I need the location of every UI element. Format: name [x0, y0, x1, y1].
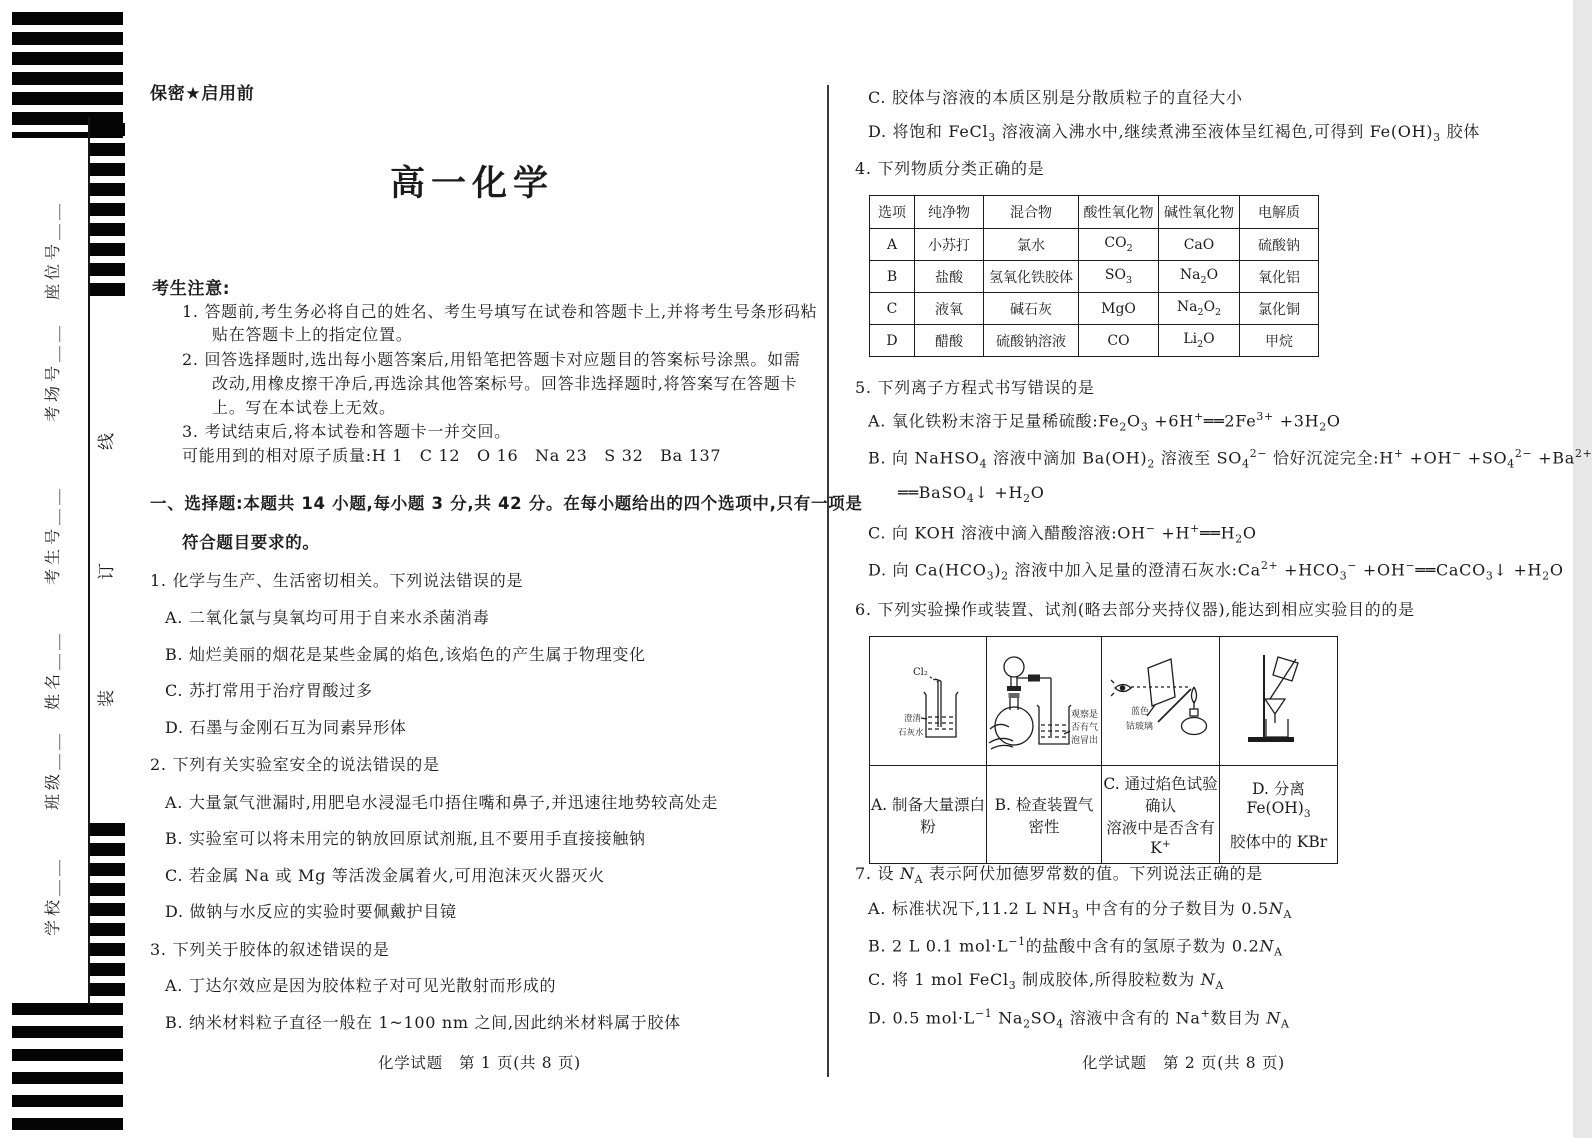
question-3-stem: 3. 下列关于胶体的叙述错误的是 — [150, 940, 390, 959]
funnel-icon — [1265, 699, 1285, 723]
table-header: 电解质 — [1240, 196, 1319, 229]
question-5-stem: 5. 下列离子方程式书写错误的是 — [855, 378, 1095, 397]
classification-table — [869, 195, 1319, 357]
question-4-stem: 4. 下列物质分类正确的是 — [855, 159, 1045, 178]
question-7-option-b: B. 2 L 0.1 $mol\cdot L^{-1}$的盐酸中含有的氢原子数为 $0.2N_A$ — [868, 935, 1283, 959]
question-7-stem: 7. 设 $N_A$ 表示阿伏加德罗常数的值。下列说法正确的是 — [855, 864, 1264, 887]
table-cell: $Li_2O$ — [1159, 325, 1240, 357]
flame-icon — [1192, 687, 1197, 703]
question-7-option-a: A. 标准状况下,11.2 L $NH_3$ 中含有的分子数目为 $0.5N_A$ — [868, 899, 1293, 922]
table-cell: 氯水 — [984, 229, 1079, 261]
class-field: 班级＿＿ — [43, 729, 62, 810]
table-cell: 液氧 — [915, 293, 984, 325]
table-cell: 甲烷 — [1240, 325, 1319, 357]
question-1-option-c: C. 苏打常用于治疗胃酸过多 — [165, 681, 373, 700]
table-header: 选项 — [870, 196, 915, 229]
question-3-option-d: D. 将饱和 FeCl$_3$ 溶液滴入沸水中,继续煮沸至液体呈红褐色,可得到 $Fe(OH)_3$ 胶体 — [868, 122, 1481, 145]
question-1-option-b: B. 灿烂美丽的烟花是某些金属的焰色,该焰色的产生属于物理变化 — [165, 645, 646, 664]
seal-char-line: 线 — [97, 433, 117, 450]
table-header: 混合物 — [984, 196, 1079, 229]
experiment-b-caption: B. 检查装置气密性 — [987, 766, 1102, 864]
cobalt-glass-label-1: 蓝色 — [1131, 707, 1150, 717]
section-heading: 一、选择题:本题共 14 小题,每小题 3 分,共 42 分。在每小题给出的四个选项中,只有一项是 — [150, 494, 863, 513]
bubble-note-3: 泡冒出 — [1071, 736, 1099, 746]
experiment-a-diagram — [870, 637, 987, 766]
name-field: 姓名＿＿ — [43, 629, 62, 710]
notice-heading: 考生注意: — [152, 279, 231, 299]
page-divider — [827, 85, 829, 1077]
limewater-label-2: 石灰水 — [898, 728, 924, 738]
table-cell: C — [870, 293, 915, 325]
table-cell: CO — [1079, 325, 1159, 357]
timing-marks-top-inner — [90, 123, 125, 297]
question-2-stem: 2. 下列有关实验室安全的说法错误的是 — [150, 755, 440, 774]
question-1-option-a: A. 二氧化氯与臭氧均可用于自来水杀菌消毒 — [165, 608, 490, 627]
table-header: 酸性氧化物 — [1079, 196, 1159, 229]
table-cell: MgO — [1079, 293, 1159, 325]
blank-line: ＿＿ — [43, 199, 62, 240]
table-cell: $CO_2$ — [1079, 229, 1159, 261]
table-cell: 硫酸钠 — [1240, 229, 1319, 261]
school-field: 学校＿＿ — [43, 855, 62, 936]
blank-line: ＿＿ — [43, 321, 62, 362]
table-cell: 氧化铝 — [1240, 261, 1319, 293]
experiment-a-caption: A. 制备大量漂白粉 — [870, 766, 987, 864]
exam-room-field: 考场号＿＿ — [43, 321, 62, 422]
atomic-mass-note: 可能用到的相对原子质量:H 1 C 12 O 16 Na 23 S 32 Ba 137 — [182, 446, 722, 465]
question-3-option-c: C. 胶体与溶液的本质区别是分散质粒子的直径大小 — [868, 88, 1243, 107]
table-cell: $Na_2O_2$ — [1159, 293, 1240, 325]
table-cell: $SO_3$ — [1079, 261, 1159, 293]
question-5-option-d: D. 向 $Ca(HCO_3)_2$ 溶液中加入足量的澄清石灰水$:Ca^{2+} +HCO_3^-$ +OH−══CaCO$_3$↓ $+H_2O$ — [868, 559, 1564, 583]
question-7-option-c: C. 将 1 mol FeCl$_3$ 制成胶体,所得胶粒数为 $N_A$ — [868, 970, 1225, 993]
experiment-b-diagram — [987, 637, 1102, 766]
bubble-note-2: 否有气 — [1071, 723, 1099, 733]
page-1-footer: 化学试题 第 1 页(共 8 页) — [378, 1054, 581, 1072]
gas-label: Cl₂ — [913, 667, 928, 678]
question-7-option-d: D. 0.5 $mol\cdot L^{-1}$ $Na_2SO_4$ 溶液中含有的 Na+数目为 $N_A$ — [868, 1007, 1290, 1031]
notice-line: 3. 考试结束后,将本试卷和答题卡一并交回。 — [182, 422, 511, 441]
question-5-option-b-cont: ══BaSO$_4$↓ $+H_2O$ — [898, 483, 1045, 506]
blank-line: ＿＿ — [43, 629, 62, 670]
experiment-table — [869, 636, 1338, 864]
question-1-stem: 1. 化学与生产、生活密切相关。下列说法错误的是 — [150, 571, 524, 590]
notice-line: 上。写在本试卷上无效。 — [212, 398, 396, 417]
stand-base — [1248, 737, 1294, 742]
table-cell: D — [870, 325, 915, 357]
timing-marks-top-outer — [12, 12, 123, 138]
notice-line: 改动,用橡皮擦干净后,再选涂其他答案标号。回答非选择题时,将答案写在答题卡 — [212, 374, 798, 393]
table-header: 纯净物 — [915, 196, 984, 229]
timing-marks-bottom-inner — [90, 823, 125, 997]
notice-line: 贴在答题卡上的指定位置。 — [212, 325, 413, 344]
water-level — [1041, 725, 1067, 737]
table-cell: 氯化铜 — [1240, 293, 1319, 325]
experiment-d-diagram — [1220, 637, 1338, 766]
binding-column-rule — [88, 117, 90, 1005]
table-cell: 醋酸 — [915, 325, 984, 357]
question-5-option-a: A. 氧化铁粉末溶于足量稀硫酸$:Fe_2O_3$ $+6H^+══2Fe^{3+} +3H_2O$ — [868, 410, 1341, 434]
experiment-c-caption: C. 通过焰色试验确认 溶液中是否含有 K+ — [1102, 766, 1220, 864]
bulb-icon — [1004, 657, 1024, 677]
table-header: 碱性氧化物 — [1159, 196, 1240, 229]
seal-char-staple: 订 — [97, 563, 117, 580]
stopper-icon — [1007, 686, 1021, 691]
candidate-number-field: 考生号＿＿ — [43, 484, 62, 585]
question-5-option-b: B. 向 NaHSO$_4$ 溶液中滴加 $Ba(OH)_2$ 溶液至 $SO_4^{2-}$ 恰好沉淀完全:H+ $+OH^- +SO_4^{2-} +Ba^{2+}$ — [868, 447, 1592, 471]
page-title: 高一化学 — [389, 164, 555, 204]
delivery-tube-icon — [1017, 678, 1051, 736]
bubble-note-1: 观察是 — [1071, 710, 1099, 720]
table-cell: B — [870, 261, 915, 293]
question-5-option-c: C. 向 KOH 溶液中滴入醋酸溶液:OH− $+H^+══H_2O$ — [868, 522, 1257, 546]
table-cell: 氢氧化铁胶体 — [984, 261, 1079, 293]
question-2-option-d: D. 做钠与水反应的实验时要佩戴护目镜 — [165, 902, 457, 921]
notice-line: 1. 答题前,考生务必将自己的姓名、考生号填写在试卷和答题卡上,并将考生号条形码粘 — [182, 302, 818, 321]
table-cell: $Na_2O$ — [1159, 261, 1240, 293]
blank-line: ＿＿ — [43, 484, 62, 525]
limewater-label-1: 澄清 — [904, 714, 922, 724]
cobalt-glass-icon — [1148, 659, 1175, 706]
experiment-c-diagram — [1102, 637, 1220, 766]
question-2-option-c: C. 若金属 Na 或 Mg 等活泼金属着火,可用泡沫灭火器灭火 — [165, 866, 605, 885]
table-cell: 小苏打 — [915, 229, 984, 261]
timing-marks-bottom-outer — [12, 1003, 123, 1133]
blank-line: ＿＿ — [43, 855, 62, 896]
receiving-beaker-icon — [1266, 719, 1288, 737]
notice-line: 2. 回答选择题时,选出每小题答案后,用铅笔把答题卡对应题目的答案标号涂黑。如需 — [182, 350, 801, 369]
table-cell: 盐酸 — [915, 261, 984, 293]
question-3-option-a: A. 丁达尔效应是因为胶体粒子对可见光散射而形成的 — [165, 976, 557, 995]
table-cell: 碱石灰 — [984, 293, 1079, 325]
question-2-option-a: A. 大量氯气泄漏时,用肥皂水浸湿毛巾捂住嘴和鼻子,并迅速往地势较高处走 — [165, 793, 719, 812]
page-2-footer: 化学试题 第 2 页(共 8 页) — [1082, 1054, 1285, 1072]
question-2-option-b: B. 实验室可以将未用完的钠放回原试剂瓶,且不要用手直接接触钠 — [165, 829, 646, 848]
experiment-d-caption: D. 分离 $Fe(OH)_3$ 胶体中的 KBr — [1220, 766, 1338, 864]
alcohol-lamp-icon — [1182, 718, 1207, 735]
question-3-option-b: B. 纳米材料粒子直径一般在 1~100 nm 之间,因此纳米材料属于胶体 — [165, 1013, 681, 1032]
flask-icon — [995, 707, 1033, 745]
hands-icon — [989, 724, 1013, 749]
question-6-stem: 6. 下列实验操作或装置、试剂(略去部分夹持仪器),能达到相应实验目的的是 — [855, 600, 1415, 619]
seat-number-field: 座位号＿＿ — [43, 199, 62, 300]
seal-char-bind: 装 — [97, 690, 117, 707]
table-cell: A — [870, 229, 915, 261]
cobalt-glass-label-2: 钴玻璃 — [1126, 722, 1154, 732]
table-cell: 硫酸钠溶液 — [984, 325, 1079, 357]
table-cell: CaO — [1159, 229, 1240, 261]
question-1-option-d: D. 石墨与金刚石互为同素异形体 — [165, 718, 407, 737]
section-heading-cont: 符合题目要求的。 — [182, 533, 320, 552]
blank-line: ＿＿ — [43, 729, 62, 770]
security-notice: 保密★启用前 — [150, 84, 255, 104]
